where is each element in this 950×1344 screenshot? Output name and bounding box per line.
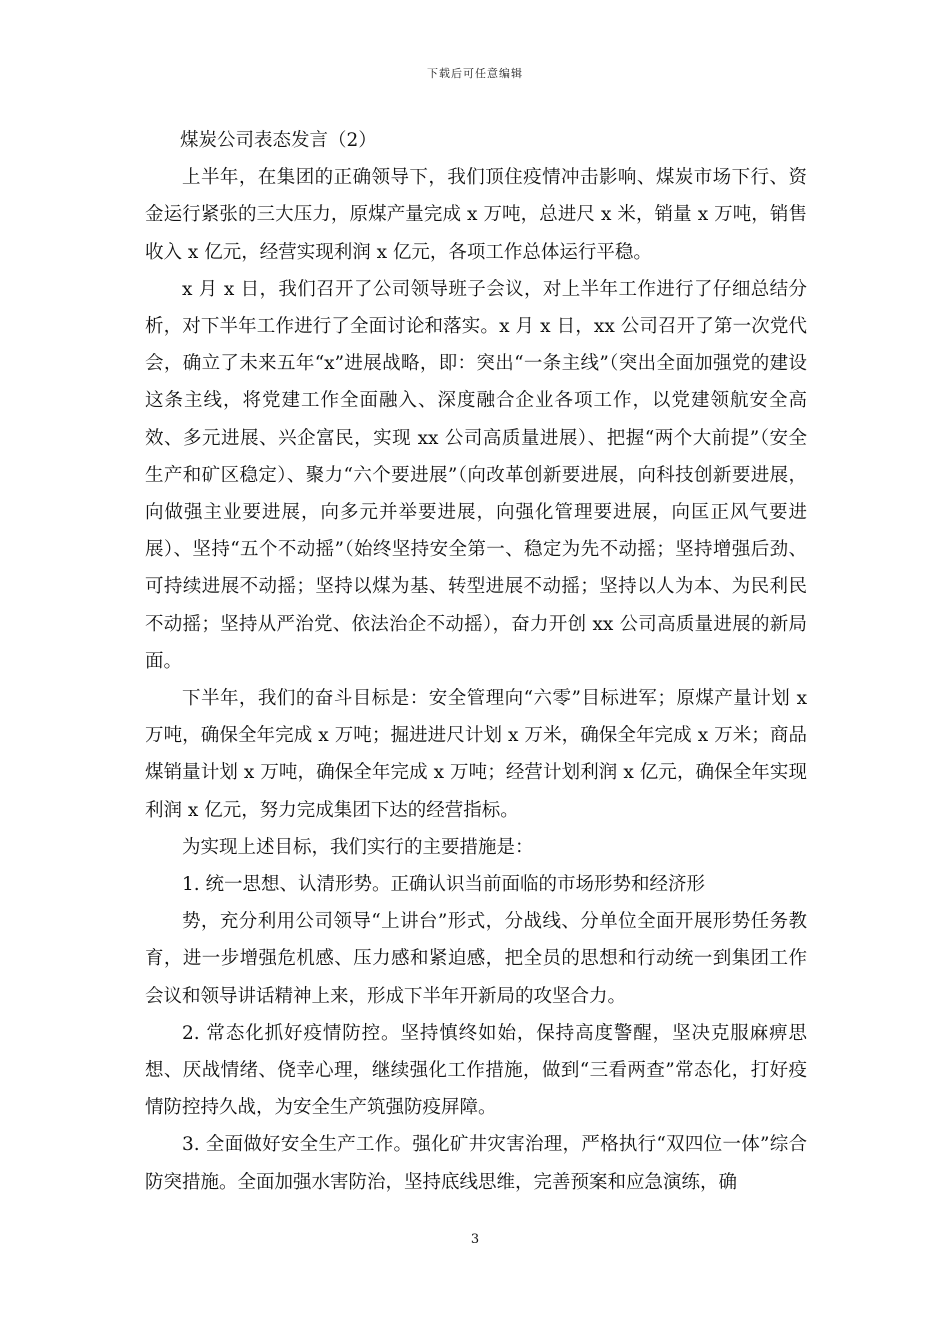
page-header: 下载后可任意编辑 [427,67,523,80]
measure-3: 3. 全面做好安全生产工作。强化矿井灾害治理，严格执行“双四位一体”综合防突措施。全面加强水害防治，坚持底线思维，完善预案和应急演练，确 [145,1134,807,1193]
paragraph-first-half-summary: 上半年，在集团的正确领导下，我们顶住疫情冲击影响、煤炭市场下行、资金运行紧张的三大压力，原煤产量完成 x 万吨，总进尺 x 米，销量 x 万吨，销售收入 x 亿元，经营实现利润 x 亿元，各项工作总体运行平稳。 [145,167,807,263]
paragraph-second-half-goals: 下半年，我们的奋斗目标是：安全管理向“六零”目标进军；原煤产量计划 x 万吨，确保全年完成 x 万吨；掘进进尺计划 x 万米，确保全年完成 x 万米；商品煤销量计划 x 万吨，确保全年完成 x 万吨；经营计划利润 x 亿元，确保全年实现利润 x 亿元，努力完成集团下达的经营指标。 [145,688,807,821]
measure-1-body: 势，充分利用公司领导“上讲台”形式，分战线、分单位全面开展形势任务教育，进一步增强危机感、压力感和紧迫感，把全员的思想和行动统一到集团工作会议和领导讲话精神上来，形成下半年开新局的攻坚合力。 [145,911,807,1007]
measure-2: 2. 常态化抓好疫情防控。坚持慎终如始，保持高度警醒，坚决克服麻痹思想、厌战情绪、侥幸心理，继续强化工作措施，做到“三看两查”常态化，打好疫情防控持久战，为安全生产筑强防疫屏障。 [145,1022,807,1119]
document-title: 煤炭公司表态发言（2） [180,130,377,151]
paragraph-measures-intro: 为实现上述目标，我们实行的主要措施是： [182,836,534,858]
measure-1-heading: 1. 统一思想、认清形势。正确认识当前面临的市场形势和经济形 [182,874,706,896]
document-body [145,122,807,1201]
paragraph-meeting-strategy: x 月 x 日，我们召开了公司领导班子会议，对上半年工作进行了仔细总结分析，对下半年工作进行了全面讨论和落实。x 月 x 日，xx 公司召开了第一次党代会，确立了未来五年“x”进展战略，即：突出“一条主线”（突出全面加强党的建设这条主线，将党建工作全面融入、深度融合企业各项工作，以党建领航安全高效、多元进展、兴企富民，实现 xx 公司高质量进展）、把握“两个大前提”（安全生产和矿区稳定）、聚力“六个要进展”（向改革创新要进展，向科技创新要进展，向做强主业要进展，向多元并举要进展，向强化管理要进展，向匡正风气要进展）、坚持“五个不动摇”（始终坚持安全第一、稳定为先不动摇；坚持增强后劲、可持续进展不动摇；坚持以煤为基、转型进展不动摇；坚持以人为本、为民利民不动摇；坚持从严治党、依法治企不动摇），奋力开创 xx 公司高质量进展的新局面。 [145,278,807,672]
page-number: 3 [470,1232,480,1247]
